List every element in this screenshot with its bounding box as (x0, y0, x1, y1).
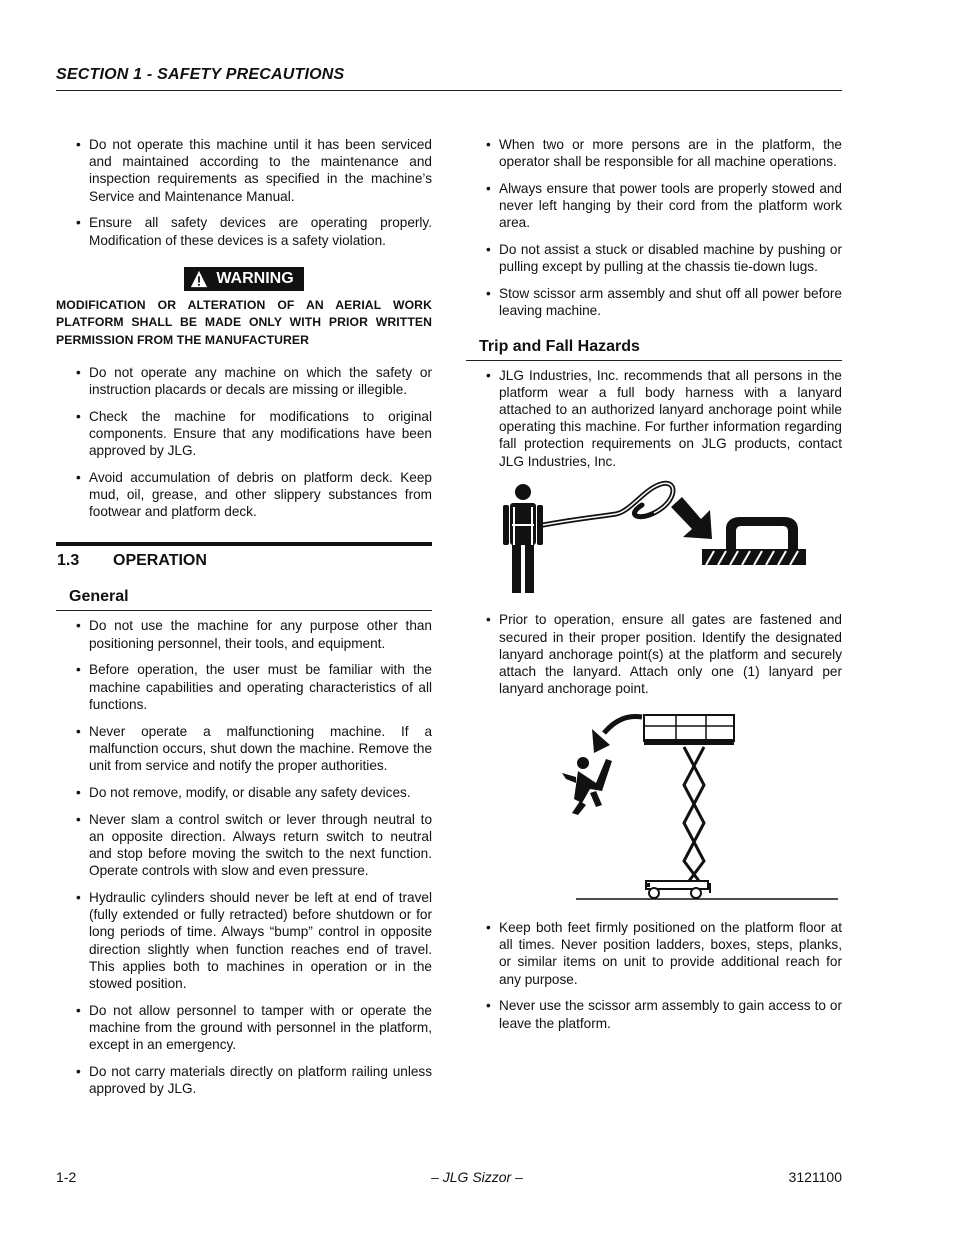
right-column (466, 136, 842, 1041)
list-item: • Do not assist a stuck or disabled machine by pushing or pulling except by pulling at the chassis tie-down lugs. (466, 241, 842, 275)
list-item: • Check the machine for modifications to original components. Ensure that any modifications have been approved by JLG. (56, 408, 432, 460)
list-item: • Prior to operation, ensure all gates are fastened and secured in their proper position. Identify the designated lanyard anchorage point(s) at the platform and securely attach the lanyard. Attach only one (1) lanyard per lanyard anchorage point. (466, 611, 842, 697)
list-item: • Keep both feet firmly positioned on the platform floor at all times. Never position ladders, boxes, steps, planks, or similar items on unit to provide additional reach for any purpose. (466, 919, 842, 988)
harness-lanyard-illustration (466, 479, 842, 599)
bullet-list-mid (56, 364, 432, 521)
list-item: • Do not use the machine for any purpose other than positioning personnel, their tools, and equipment. (56, 617, 432, 651)
list-item: • Ensure all safety devices are operating properly. Modification of these devices is a safety violation. (56, 214, 432, 248)
document-number: 3121100 (788, 1169, 842, 1185)
scissor-lift-figure (466, 707, 842, 907)
section-title: OPERATION (113, 552, 207, 570)
warning-triangle-icon (190, 270, 208, 288)
scissor-lift-fall-illustration (466, 707, 842, 907)
left-column (56, 136, 432, 1107)
list-item: • JLG Industries, Inc. recommends that all persons in the platform wear a full body harness with a lanyard attached to an authorized lanyard anchorage point while operating this machine. For further information regarding fall protection requirements on JLG products, contact JLG Industries, Inc. (466, 367, 842, 470)
list-item: • Always ensure that power tools are properly stowed and never left hanging by their cord from the platform work area. (466, 180, 842, 232)
section-header: SECTION 1 - SAFETY PRECAUTIONS (56, 66, 345, 83)
list-item: • Do not carry materials directly on platform railing unless approved by JLG. (56, 1063, 432, 1097)
bullet-list-right-top (466, 136, 842, 320)
warning-text: MODIFICATION OR ALTERATION OF AN AERIAL WORK PLATFORM SHALL BE MADE ONLY WITH PRIOR WRITTEN PERMISSION FROM THE MANUFACTURER (56, 297, 432, 347)
bullet-list-right-bottom (466, 919, 842, 1032)
list-item: • Before operation, the user must be familiar with the machine capabilities and operating characteristics of all functions. (56, 661, 432, 713)
warning-badge (184, 267, 303, 291)
list-item: • Avoid accumulation of debris on platform deck. Keep mud, oil, grease, and other slippery substances from footwear and platform deck. (56, 469, 432, 521)
list-item: • Never use the scissor arm assembly to gain access to or leave the platform. (466, 997, 842, 1031)
footer-title: – JLG Sizzor – (431, 1169, 523, 1185)
subheading-general: General (56, 580, 432, 611)
section-number: 1.3 (57, 552, 80, 570)
list-item: • When two or more persons are in the platform, the operator shall be responsible for all machine operations. (466, 136, 842, 170)
section-heading (57, 552, 432, 570)
bullet-list-general (56, 617, 432, 1097)
subheading-trip-fall: Trip and Fall Hazards (466, 330, 842, 361)
bullet-list-harness (466, 367, 842, 470)
harness-figure (466, 479, 842, 599)
list-item: • Do not operate this machine until it has been serviced and maintained according to the maintenance and inspection requirements as specified in the machine’s Service and Maintenance Manual. (56, 136, 432, 205)
bullet-list-top (56, 136, 432, 249)
list-item: • Do not remove, modify, or disable any safety devices. (56, 784, 432, 801)
section-rule (56, 542, 432, 546)
list-item: • Hydraulic cylinders should never be left at end of travel (fully extended or fully retracted) before shutdown or for long periods of time. Always “bump” control in opposite direction slightly when function reaches end of travel. This applies both to machines in operation or in the stowed position. (56, 889, 432, 992)
list-item: • Never operate a malfunctioning machine. If a malfunction occurs, shut down the machine. Remove the unit from service and notify the proper authorities. (56, 723, 432, 775)
warning-label: WARNING (216, 269, 294, 287)
warning-box (56, 267, 432, 291)
list-item: • Stow scissor arm assembly and shut off all power before leaving machine. (466, 285, 842, 319)
list-item: • Do not allow personnel to tamper with or operate the machine from the ground with personnel in the platform, except in an emergency. (56, 1002, 432, 1054)
bullet-list-gates (466, 611, 842, 697)
list-item: • Do not operate any machine on which the safety or instruction placards or decals are missing or illegible. (56, 364, 432, 398)
page-number: 1-2 (56, 1169, 77, 1185)
header-rule (56, 90, 842, 91)
list-item: • Never slam a control switch or lever through neutral to an opposite direction. Always return switch to neutral and stop before moving the switch to the next function. Operate controls with slow and even pressure. (56, 811, 432, 880)
